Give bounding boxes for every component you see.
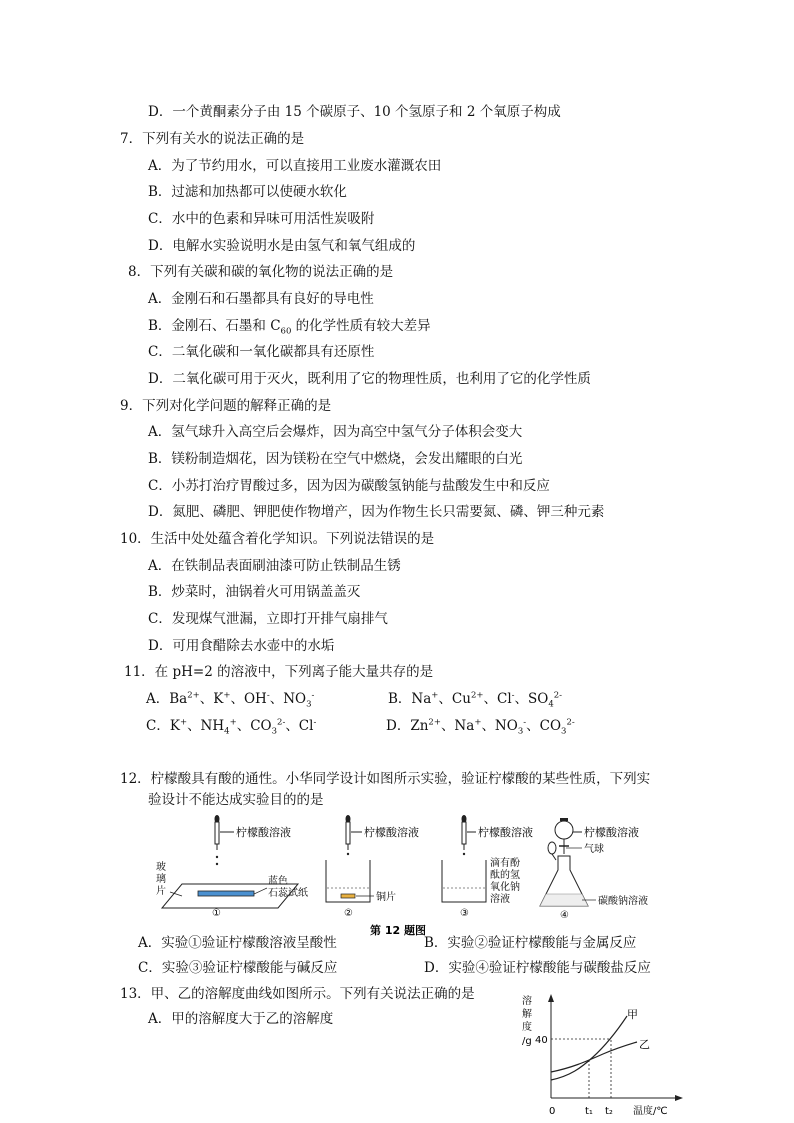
y-axis-arrow-icon	[548, 994, 554, 1002]
y-axis-label-2: 解	[522, 1009, 532, 1020]
q7-option-a: A．为了节约用水，可以直接用工业废水灌溉农田	[148, 158, 442, 174]
y-axis-label-4: /g	[522, 1036, 532, 1047]
experiment-3	[442, 815, 533, 919]
q12-option-d: D．实验④验证柠檬酸能与碳酸盐反应	[424, 960, 651, 976]
x-axis-label: 温度/℃	[633, 1106, 668, 1117]
q13-option-a: A．甲的溶解度大于乙的溶解度	[148, 1011, 334, 1027]
x-tick-t2: t₂	[605, 1106, 613, 1117]
q9-option-d: D．氮肥、磷肥、钾肥使作物增产，因为作物生长只需要氮、磷、钾三种元素	[148, 504, 605, 520]
q8-stem: 8．下列有关碳和碳的氧化物的说法正确的是	[128, 264, 394, 280]
q12-experiment-figure	[150, 812, 690, 942]
balloon-icon	[548, 842, 556, 860]
q7-option-c: C．水中的色素和异味可用活性炭吸附	[148, 211, 375, 227]
blue-litmus-paper	[198, 891, 254, 896]
experiment-4-number: ④	[560, 910, 569, 921]
q12-stem-line1: 12．柠檬酸具有酸的通性。小华同学设计如图所示实验，验证柠檬酸的某些性质，下列实	[120, 771, 651, 787]
experiment-1-number: ①	[212, 908, 221, 919]
q7-option-d: D．电解水实验说明水是由氢气和氧气组成的	[148, 238, 416, 254]
q12-option-b: B．实验②验证柠檬酸能与金属反应	[424, 935, 637, 951]
x-tick-t1: t₁	[585, 1106, 593, 1117]
q12-option-c: C．实验③验证柠檬酸能与碱反应	[138, 960, 338, 976]
y-tick-40: 40	[535, 1035, 548, 1046]
figure-caption: 第 12 题图	[370, 924, 426, 937]
dropper-4-label: 柠檬酸溶液	[584, 826, 639, 839]
carbonate-label: 碳酸钠溶液	[598, 896, 648, 907]
q7-stem: 7．下列有关水的说法正确的是	[120, 131, 305, 147]
series-jia-curve	[551, 1016, 627, 1080]
y-axis-label-1: 溶	[522, 996, 532, 1007]
experiment-1	[156, 815, 308, 919]
x-axis-arrow-icon	[675, 1095, 683, 1101]
q11-stem: 11．在 pH=2 的溶液中，下列离子能大量共存的是	[124, 664, 434, 680]
q9-option-a: A．氢气球升入高空后会爆炸，因为高空中氢气分子体积会变大	[148, 424, 523, 440]
solubility-chart	[515, 990, 690, 1120]
origin-label: 0	[549, 1106, 556, 1117]
q11-option-d: D．$Zn^{2+}$、Na+、$NO_3^-$、$CO_3^{2-}$	[386, 717, 575, 737]
q9-stem: 9．下列对化学问题的解释正确的是	[120, 398, 332, 414]
series-jia-label: 甲	[627, 1008, 638, 1021]
q8-option-c: C．二氧化碳和一氧化碳都具有还原性	[148, 344, 375, 360]
q12-option-a: A．实验①验证柠檬酸溶液呈酸性	[138, 935, 337, 951]
naoh-label-3: 氧化钠	[490, 882, 520, 893]
q9-option-c: C．小苏打治疗胃酸过多，因为因为碳酸氢钠能与盐酸发生中和反应	[148, 478, 550, 494]
q8-option-a: A．金刚石和石墨都具有良好的导电性	[148, 291, 374, 307]
q10-stem: 10．生活中处处蕴含着化学知识。下列说法错误的是	[120, 531, 435, 547]
paper-label-2: 石蕊试纸	[268, 888, 308, 899]
q13-stem: 13．甲、乙的溶解度曲线如图所示。下列有关说法正确的是	[120, 986, 475, 1002]
glass-label-2: 璃	[156, 874, 166, 885]
q11-option-c: C．K+、$NH_4^+$、$CO_3^{2-}$、Cl-	[146, 717, 317, 737]
q7-option-b: B．过滤和加热都可以使硬水软化	[148, 184, 347, 200]
beaker-3	[442, 860, 486, 902]
q10-option-c: C．发现煤气泄漏，立即打开排气扇排气	[148, 611, 388, 627]
glass-label-3: 片	[156, 886, 166, 897]
dropper-3-icon	[462, 815, 467, 855]
naoh-label-1: 滴有酚	[490, 858, 520, 869]
dropper-2-icon	[346, 815, 351, 855]
y-axis-label-3: 度	[522, 1022, 532, 1033]
q11-option-a: A．$Ba^{2+}$、K+、OH-、$NO_3^-$	[146, 690, 315, 710]
q6-option-d: D．一个黄酮素分子由 15 个碳原子、10 个氢原子和 2 个氧原子构成	[148, 104, 561, 120]
experiment-2-number: ②	[344, 908, 353, 919]
series-yi-label: 乙	[639, 1038, 650, 1051]
q8-option-b: B．金刚石、石墨和 $C_{60}$ 的化学性质有较大差异	[148, 318, 431, 337]
copper-label: 铜片	[376, 892, 396, 903]
q10-option-a: A．在铁制品表面刷油漆可防止铁制品生锈	[148, 558, 401, 574]
dropper-1-icon	[215, 815, 220, 865]
experiment-3-number: ③	[460, 908, 469, 919]
q8-option-d: D．二氧化碳可用于灭火，既利用了它的物理性质，也利用了它的化学性质	[148, 371, 591, 387]
glass-label-1: 玻	[156, 862, 166, 873]
dropper-1-label: 柠檬酸溶液	[236, 826, 291, 839]
q11-option-b: B．Na+、$Cu^{2+}$、Cl-、$SO_4^{2-}$	[388, 690, 563, 710]
series-yi-curve	[551, 1042, 637, 1072]
q9-option-b: B．镁粉制造烟花，因为镁粉在空气中燃烧，会发出耀眼的白光	[148, 451, 523, 467]
q10-option-b: B．炒菜时，油锅着火可用锅盖盖灭	[148, 584, 361, 600]
experiment-2	[326, 815, 419, 919]
dropper-3-label: 柠檬酸溶液	[478, 826, 533, 839]
q10-option-d: D．可用食醋除去水壶中的水垢	[148, 638, 335, 654]
balloon-label: 气球	[584, 844, 604, 855]
separatory-funnel-icon	[555, 818, 573, 854]
q12-stem-line2: 验设计不能达成实验目的的是	[148, 792, 324, 808]
paper-label-1: 蓝色	[268, 876, 288, 887]
dropper-2-label: 柠檬酸溶液	[364, 826, 419, 839]
experiment-4	[540, 818, 648, 921]
copper-sheet	[341, 894, 355, 898]
naoh-label-2: 酞的氢	[490, 870, 520, 881]
naoh-label-4: 溶液	[490, 894, 510, 905]
